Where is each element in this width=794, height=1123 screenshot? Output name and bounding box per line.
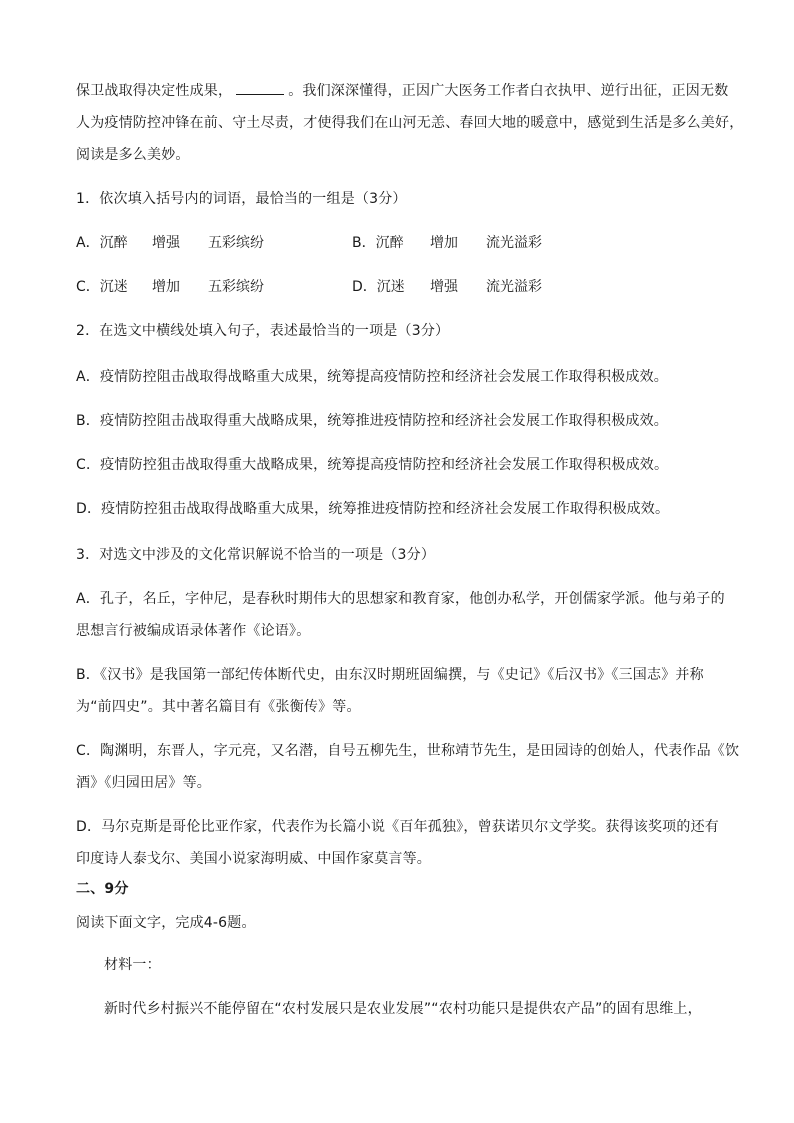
intro-line-2: 人为疫情防控冲锋在前、守土尽责，才使得我们在山河无恙、春回大地的暖意中，感觉到生活是多么美好， — [76, 115, 744, 131]
q1-option-a-word2: 增强 — [152, 235, 180, 251]
q3-option-d-line-1: D．马尔克斯是哥伦比亚作家，代表作为长篇小说《百年孤独》，曾获诺贝尔文学奖。获得该奖项的还有 — [76, 819, 719, 835]
q2-option-d: D．疫情防控狙击战取得战略重大成果，统筹推进疫情防控和经济社会发展工作取得积极成效。 — [76, 501, 670, 517]
q2-stem: 2．在选文中横线处填入句子，表述最恰当的一项是（3分） — [76, 323, 450, 339]
intro-line-1-post: 。我们深深懂得，正因广大医务工作者白衣执甲、逆行出征，正因无数 — [288, 83, 729, 99]
q1-option-d — [352, 272, 542, 302]
q2-option-b: B．疫情防控阻击战取得重大战略成果，统筹推进疫情防控和经济社会发展工作取得积极成效。 — [76, 413, 669, 429]
fill-blank — [236, 80, 284, 95]
q3-option-b-line-1: B．《汉书》是我国第一部纪传体断代史，由东汉时期班固编撰，与《史记》《后汉书》《三国志》并称 — [76, 667, 704, 683]
q1-option-b-word3: 流光溢彩 — [486, 235, 542, 251]
intro-line-1 — [76, 76, 736, 106]
q1-option-d-word2: 增强 — [430, 279, 458, 295]
q1-option-a-label: A．沉醉 — [76, 235, 128, 251]
q1-option-a-word3: 五彩缤纷 — [208, 235, 264, 251]
q1-option-c-word3: 五彩缤纷 — [208, 279, 264, 295]
q1-option-a — [76, 228, 264, 258]
q1-stem: 1．依次填入括号内的词语，最恰当的一组是（3分） — [76, 191, 407, 207]
q1-option-b — [352, 228, 542, 258]
q3-option-d-line-2: 印度诗人泰戈尔、美国小说家海明威、中国作家莫言等。 — [76, 851, 431, 867]
q3-option-c-line-1: C．陶渊明，东晋人，字元亮，又名潜，自号五柳先生，世称靖节先生，是田园诗的创始人，代表作品《饮 — [76, 743, 740, 759]
q3-option-a-line-1: A．孔子，名丘，字仲尼，是春秋时期伟大的思想家和教育家，他创办私学，开创儒家学派。他与弟子的 — [76, 591, 725, 607]
q3-stem: 3．对选文中涉及的文化常识解说不恰当的一项是（3分） — [76, 547, 436, 563]
q1-option-c — [76, 272, 264, 302]
section-2-instruction: 阅读下面文字，完成4-6题。 — [76, 915, 256, 931]
q2-option-a: A．疫情防控阻击战取得战略重大成果，统筹提高疫情防控和经济社会发展工作取得积极成效。 — [76, 369, 668, 385]
q1-option-c-label: C．沉迷 — [76, 279, 128, 295]
q1-option-c-word2: 增加 — [152, 279, 180, 295]
q1-option-b-word2: 增加 — [430, 235, 458, 251]
q3-option-c-line-2: 酒》《归园田居》等。 — [76, 775, 211, 791]
intro-line-3: 阅读是多么美妙。 — [76, 147, 190, 163]
q1-option-d-word3: 流光溢彩 — [486, 279, 542, 295]
q1-option-d-label: D．沉迷 — [352, 279, 405, 295]
q3-option-a-line-2: 思想言行被编成语录体著作《论语》。 — [76, 623, 311, 639]
intro-line-1-pre: 保卫战取得决定性成果， — [76, 83, 233, 99]
q2-option-c: C．疫情防控狙击战取得重大战略成果，统筹提高疫情防控和经济社会发展工作取得积极成效。 — [76, 457, 669, 473]
material-1-line-1: 新时代乡村振兴不能停留在“农村发展只是农业发展”“农村功能只是提供农产品”的固有思维上， — [104, 1001, 702, 1017]
q1-option-b-label: B．沉醉 — [352, 235, 404, 251]
q3-option-b-line-2: 为“前四史”。其中著名篇目有《张衡传》等。 — [76, 699, 361, 715]
material-1-title: 材料一： — [104, 957, 161, 973]
section-2-heading: 二、9分 — [76, 881, 129, 897]
